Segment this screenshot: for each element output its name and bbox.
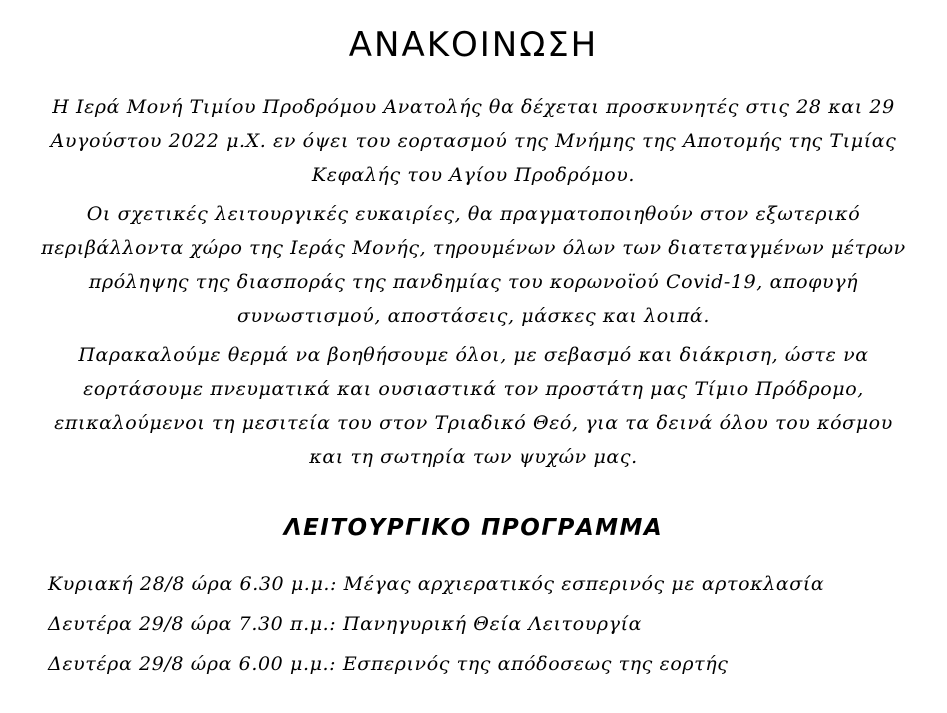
schedule-list <box>48 564 824 684</box>
schedule-title: ΛΕΙΤΟΥΡΓΙΚΟ ΠΡΟΓΡΑΜΜΑ <box>283 515 664 541</box>
announcement-paragraph: Η Ιερά Μονή Τιμίου Προδρόμου Ανατολής θα δέχεται προσκυνητές στις 28 και 29 Αυγούστου 2022 μ.Χ. εν όψει του εορτασμού της Μνήμης της Αποτομής της Τιμίας Κεφαλής του Αγίου Προδρόμου. <box>50 96 897 186</box>
schedule-item: Κυριακή 28/8 ώρα 6.30 μ.μ.: Μέγας αρχιερατικός εσπερινός με αρτοκλασία <box>48 573 825 595</box>
schedule-item: Δευτέρα 29/8 ώρα 6.00 μ.μ.: Εσπερινός της απόδοσεως της εορτής <box>48 653 729 675</box>
announcement-paragraph: Οι σχετικές λειτουργικές ευκαιρίες, θα πραγματοποιηθούν στον εξωτερικό περιβάλλοντα χώρο της Ιεράς Μονής, τηρουμένων όλων των διατεταγμένων μέτρων πρόληψης της διασποράς της πανδημίας του κορωνοϊού Covid-19, αποφυγή συνωστισμού, αποστάσεις, μάσκες και λοιπά. <box>41 203 906 327</box>
announcement-paragraph: Παρακαλούμε θερμά να βοηθήσουμε όλοι, με σεβασμό και διάκριση, ώστε να εορτάσουμε πνευματικά και ουσιαστικά τον προστάτη μας Τίμιο Πρόδρομο, επικαλούμενοι τη μεσιτεία του στον Τριαδικό Θεό, για τα δεινά όλου του κόσμου και τη σωτηρία των ψυχών μας. <box>54 344 893 468</box>
announcement-title: ΑΝΑΚΟΙΝΩΣΗ <box>348 25 599 65</box>
schedule-item: Δευτέρα 29/8 ώρα 7.30 π.μ.: Πανηγυρική Θεία Λειτουργία <box>48 613 643 635</box>
